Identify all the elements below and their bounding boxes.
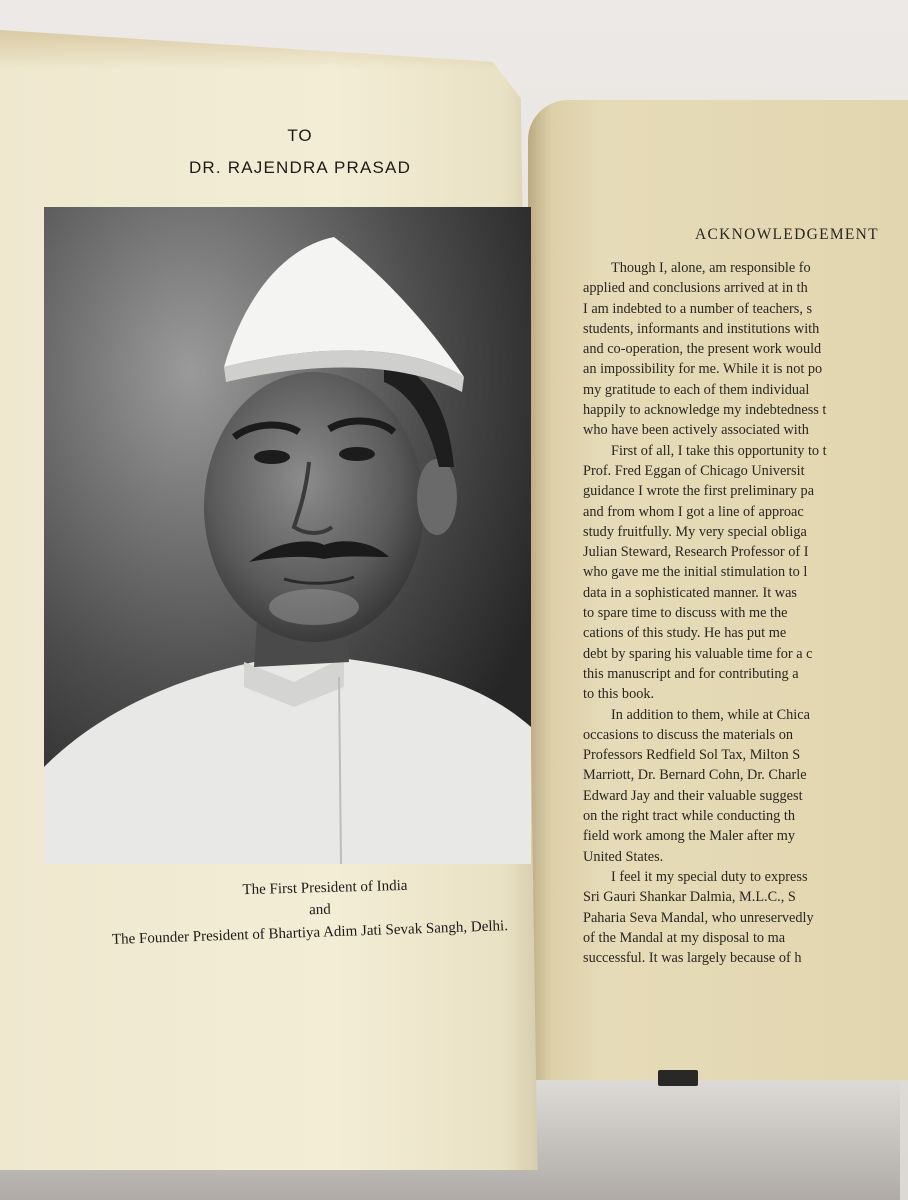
- caption-line-3: The Founder President of Bhartiya Adim Jati Sevak Sangh, Delhi.: [111, 918, 509, 948]
- text-line: I am indebted to a number of teachers, s: [583, 300, 813, 317]
- text-line: of the Mandal at my disposal to ma: [583, 929, 786, 946]
- text-line: who gave me the initial stimulation to l: [583, 564, 808, 581]
- acknowledgement-title: ACKNOWLEDGEMENT: [695, 226, 879, 243]
- text-line: field work among the Maler after my: [583, 828, 795, 845]
- dedication-to: TO: [287, 126, 313, 145]
- text-line: data in a sophisticated manner. It was: [583, 584, 797, 601]
- text-line: to spare time to discuss with me the: [583, 605, 788, 622]
- dedication-name: DR. RAJENDRA PRASAD: [188, 158, 412, 177]
- text-line: debt by sparing his valuable time for a c: [583, 645, 813, 662]
- text-line: students, informants and institutions with: [583, 320, 820, 337]
- text-line: study fruitfully. My very special obliga: [583, 523, 807, 540]
- text-line: First of all, I take this opportunity to t: [611, 442, 827, 459]
- text-line: an impossibility for me. While it is not po: [583, 361, 823, 378]
- text-line: on the right tract while conducting th: [583, 808, 796, 825]
- text-line: who have been actively associated with: [583, 422, 809, 439]
- portrait-illustration: [44, 207, 531, 864]
- text-line: Though I, alone, am responsible fo: [611, 260, 811, 276]
- text-line: to this book.: [583, 686, 655, 703]
- text-line: happily to acknowledge my indebtedness t: [583, 402, 827, 419]
- text-line: Edward Jay and their valuable suggest: [583, 787, 803, 804]
- text-line: Professors Redfield Sol Tax, Milton S: [583, 747, 801, 764]
- text-line: this manuscript and for contributing a: [583, 665, 799, 682]
- text-line: and from whom I got a line of approac: [583, 503, 804, 520]
- bookmark-ribbon: [658, 1070, 698, 1086]
- text-line: Prof. Fred Eggan of Chicago Universit: [583, 462, 805, 479]
- text-line: cations of this study. He has put me: [583, 625, 787, 642]
- text-line: Paharia Seva Mandal, who unreservedly: [583, 909, 814, 926]
- text-line: Marriott, Dr. Bernard Cohn, Dr. Charle: [583, 767, 807, 784]
- text-line: applied and conclusions arrived at in th: [583, 280, 808, 297]
- page-stain: [0, 30, 560, 70]
- text-line: I feel it my special duty to express: [611, 868, 808, 885]
- text-line: occasions to discuss the materials on: [583, 726, 794, 743]
- text-line: Sri Gauri Shankar Dalmia, M.L.C., S: [583, 889, 796, 906]
- caption-line-1: The First President of India: [242, 877, 408, 899]
- text-line: my gratitude to each of them individual: [583, 381, 810, 398]
- text-line: In addition to them, while at Chica: [611, 706, 810, 723]
- text-line: successful. It was largely because of h: [583, 950, 802, 967]
- text-line: United States.: [583, 848, 664, 865]
- acknowledgement-body: [583, 258, 903, 967]
- text-line: Julian Steward, Research Professor of I: [583, 544, 809, 561]
- text-line: guidance I wrote the first preliminary pa: [583, 483, 815, 500]
- portrait-photo: [44, 207, 531, 864]
- text-line: and co-operation, the present work would: [583, 341, 822, 358]
- caption-line-2: and: [308, 901, 332, 919]
